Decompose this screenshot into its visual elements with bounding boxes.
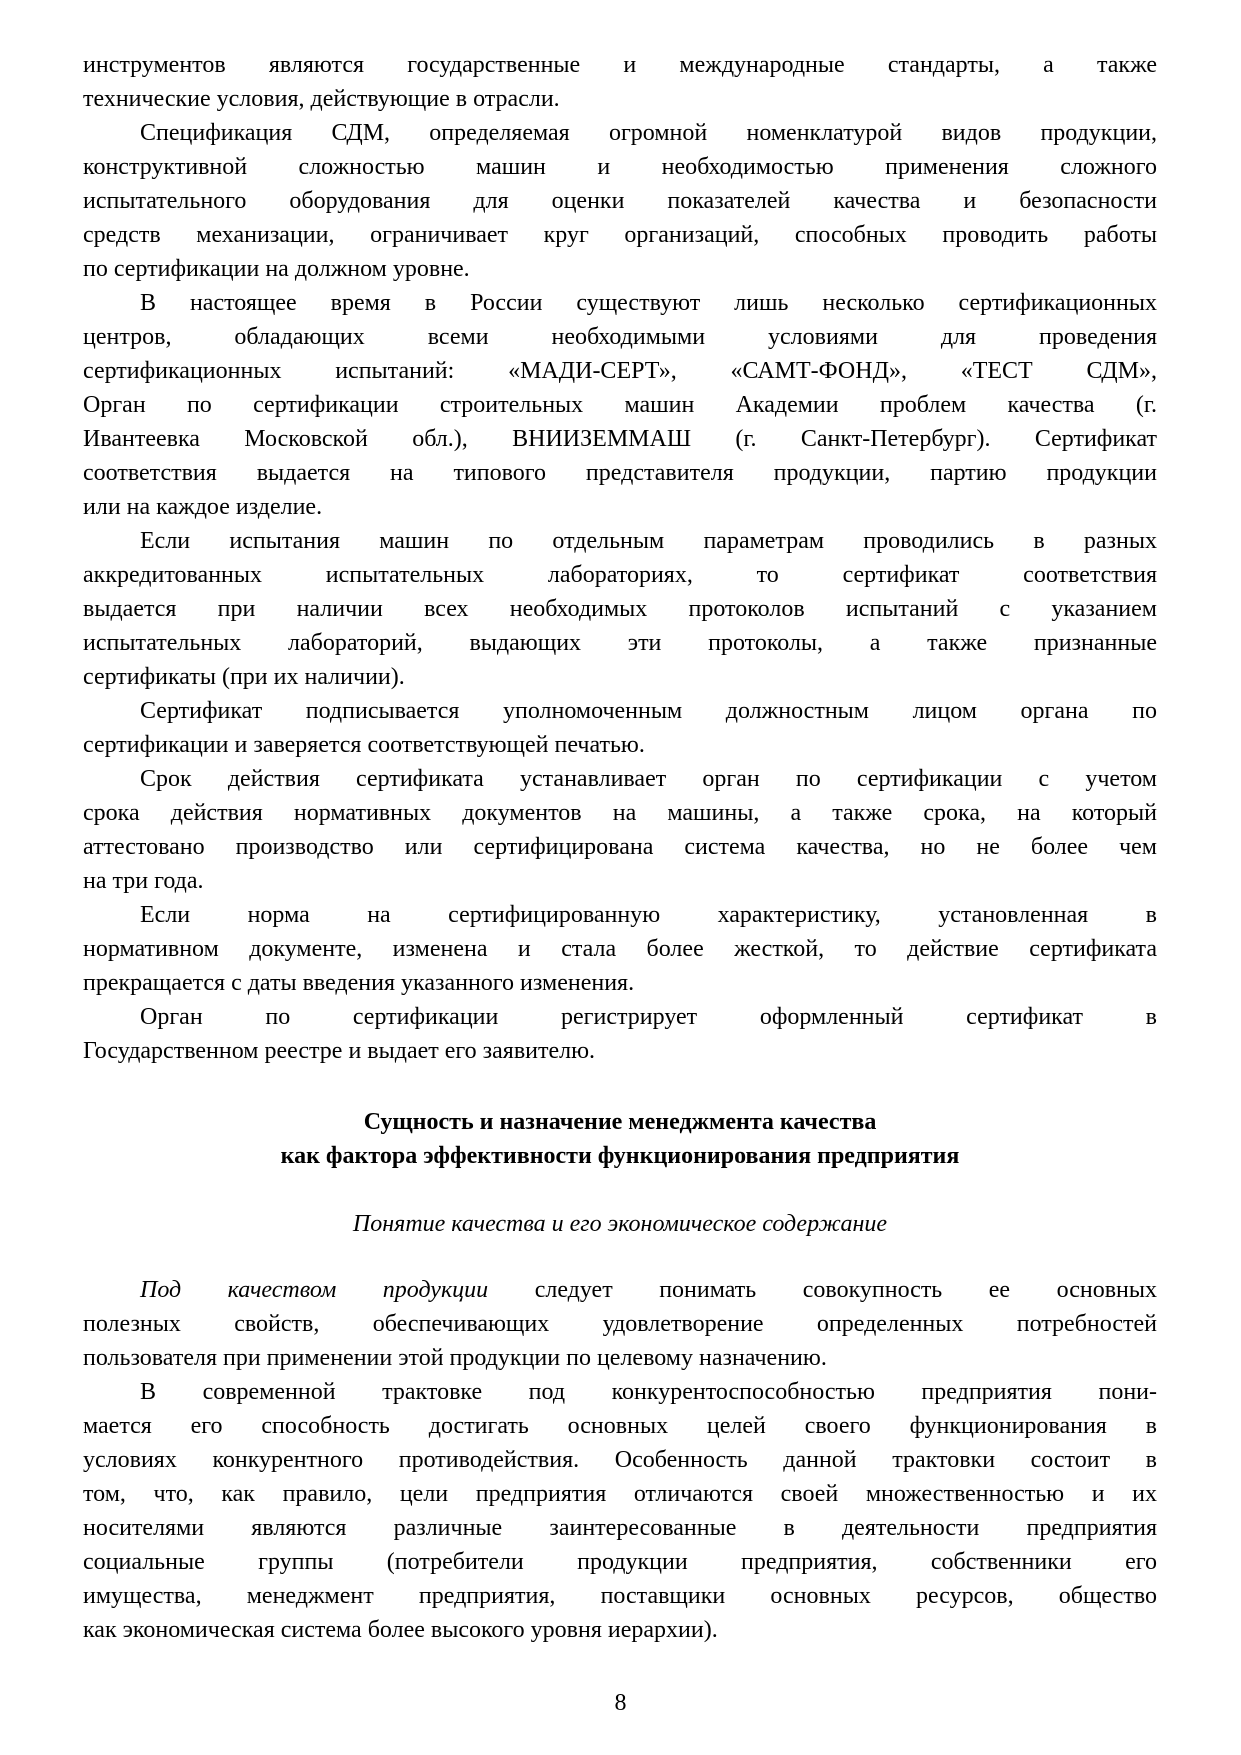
section-heading: [83, 1105, 1157, 1173]
text-line: технические условия, действующие в отрасли.: [83, 86, 560, 112]
text-block: [83, 0, 1157, 1647]
paragraph: [83, 48, 1157, 116]
paragraph: [83, 286, 1157, 524]
text-line: сертификаты (при их наличии).: [83, 664, 405, 690]
text-line: или на каждое изделие.: [83, 494, 323, 520]
text-line: центров, обладающих всеми необходимыми условиями для проведения: [83, 324, 1157, 350]
text-line: конструктивной сложностью машин и необходимостью применения сложного: [83, 154, 1157, 180]
text-line: испытательных лабораторий, выдающих эти протоколы, а также признанные: [83, 630, 1157, 656]
text-line: В настоящее время в России существуют лишь несколько сертификационных: [140, 290, 1157, 316]
text-line: Орган по сертификации регистрирует оформленный сертификат в: [140, 1004, 1157, 1030]
text-line: выдается при наличии всех необходимых протоколов испытаний с указанием: [83, 596, 1157, 622]
text-line: Под качеством продукции следует понимать совокупность ее основных: [140, 1277, 1157, 1303]
paragraph: [83, 1000, 1157, 1068]
text-line: соответствия выдается на типового представителя продукции, партию продукции: [83, 460, 1157, 486]
heading-line: как фактора эффективности функционирования предприятия: [280, 1143, 960, 1169]
paragraph: [83, 762, 1157, 898]
text-line: мается его способность достигать основных целей своего функционирования в: [83, 1413, 1157, 1439]
text-line: полезных свойств, обеспечивающих удовлетворение определенных потребностей: [83, 1311, 1157, 1337]
paragraph: [83, 1273, 1157, 1375]
text-line: условиях конкурентного противодействия. Особенность данной трактовки состоит в: [83, 1447, 1157, 1473]
text-line: Если испытания машин по отдельным параметрам проводились в разных: [140, 528, 1157, 554]
page-number: 8: [614, 1690, 627, 1716]
text-line: Спецификация СДМ, определяемая огромной номенклатурой видов продукции,: [140, 120, 1157, 146]
paragraph: [83, 116, 1157, 286]
text-line: пользователя при применении этой продукции по целевому назначению.: [83, 1345, 827, 1371]
paragraph: [83, 898, 1157, 1000]
text-line: сертификационных испытаний: «МАДИ-СЕРТ», «САМТ-ФОНД», «ТЕСТ СДМ»,: [83, 358, 1157, 384]
text-line: Если норма на сертифицированную характеристику, установленная в: [140, 902, 1157, 928]
text-line: Государственном реестре и выдает его заявителю.: [83, 1038, 596, 1064]
subheading-line: Понятие качества и его экономическое содержание: [352, 1211, 888, 1237]
text-line: нормативном документе, изменена и стала более жесткой, то действие сертификата: [83, 936, 1157, 962]
paragraph: [83, 1375, 1157, 1647]
paragraph: [83, 694, 1157, 762]
text-line: как экономическая система более высокого уровня иерархии).: [83, 1617, 718, 1643]
paragraph: [83, 524, 1157, 694]
text-line: Ивантеевка Московской обл.), ВНИИЗЕММАШ (г. Санкт-Петербург). Сертификат: [83, 426, 1157, 452]
text-line: средств механизации, ограничивает круг организаций, способных проводить работы: [83, 222, 1157, 248]
text-line: аттестовано производство или сертифицирована система качества, но не более чем: [83, 834, 1157, 860]
text-line: носителями являются различные заинтересованные в деятельности предприятия: [83, 1515, 1157, 1541]
text-line: социальные группы (потребители продукции предприятия, собственники его: [83, 1549, 1157, 1575]
text-line: Сертификат подписывается уполномоченным должностным лицом органа по: [140, 698, 1157, 724]
text-line: сертификации и заверяется соответствующей печатью.: [83, 732, 645, 758]
text-line: аккредитованных испытательных лабораториях, то сертификат соответствия: [83, 562, 1157, 588]
text-line: прекращается с даты введения указанного изменения.: [83, 970, 635, 996]
text-line: Срок действия сертификата устанавливает орган по сертификации с учетом: [140, 766, 1157, 792]
text-line: срока действия нормативных документов на машины, а также срока, на который: [83, 800, 1157, 826]
heading-line: Сущность и назначение менеджмента качества: [363, 1109, 877, 1135]
text-line: Орган по сертификации строительных машин Академии проблем качества (г.: [83, 392, 1157, 418]
text-line: испытательного оборудования для оценки показателей качества и безопасности: [83, 188, 1157, 214]
text-line: по сертификации на должном уровне.: [83, 256, 470, 282]
text-line: том, что, как правило, цели предприятия отличаются своей множественностью и их: [83, 1481, 1157, 1507]
section-subheading: [83, 1207, 1157, 1241]
text-line: В современной трактовке под конкурентоспособностью предприятия пони-: [140, 1379, 1157, 1405]
text-line: на три года.: [83, 868, 204, 894]
text-line: инструментов являются государственные и международные стандарты, а также: [83, 52, 1157, 78]
text-line: имущества, менеджмент предприятия, поставщики основных ресурсов, общество: [83, 1583, 1157, 1609]
